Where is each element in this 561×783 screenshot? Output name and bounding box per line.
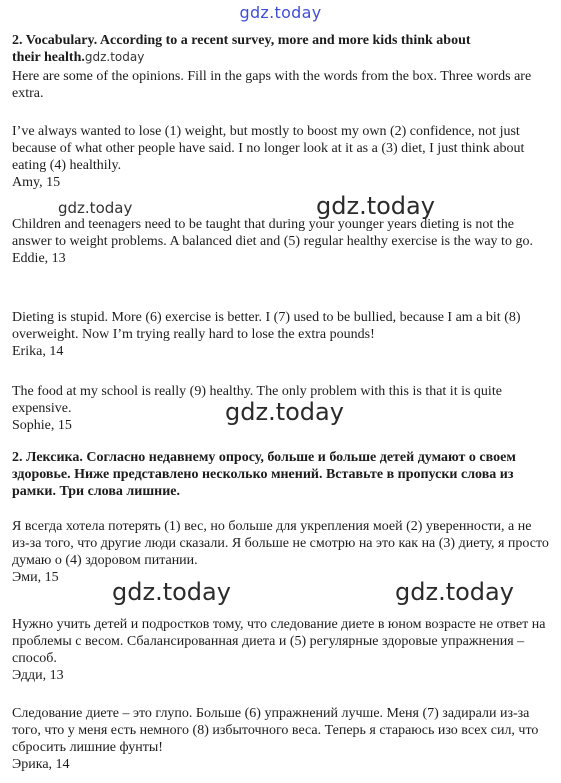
- en-opinion-3: [12, 309, 550, 360]
- en-opinion-1: [12, 123, 550, 191]
- ru-heading-text: 2. Лексика. Согласно недавнему опросу, больше и больше детей думают о своем здоровье. Ниже представлено несколько мнений. Вставьте в пропуски слова из рамки. Три слова лишние.: [12, 450, 516, 499]
- watermark-top: gdz.today: [239, 3, 322, 22]
- en-opinion-4-text: The food at my school is really (9) healthy. The only problem with this is that it is quite expensive.: [12, 384, 502, 416]
- watermark-5: gdz.today: [112, 578, 231, 606]
- en-opinion-3-text: Dieting is stupid. More (6) exercise is better. I (7) used to be bullied, because I am a bit (8) overweight. Now I’m trying really hard to lose the extra pounds!: [12, 310, 521, 342]
- en-opinion-2-author: Eddie, 13: [12, 251, 66, 266]
- ru-opinion-3: [12, 705, 550, 773]
- ru-opinion-2-text: Нужно учить детей и подростков тому, что следование диете в юном возрасте не ответ на проблемы с весом. Сбалансированная диета и (5) регулярные здоровые упражнения – способ.: [12, 617, 546, 666]
- ru-opinion-3-text: Следование диете – это глупо. Больше (6) упражнений лучше. Меня (7) задирали из-за того, что у меня есть немного (8) избыточного веса. Теперь я стараюсь изо всех сил, что сбросить лишние фунты!: [12, 706, 539, 755]
- en-opinion-4-author: Sophie, 15: [12, 418, 72, 433]
- en-heading: [12, 32, 550, 66]
- en-opinion-1-text: I’ve always wanted to lose (1) weight, but mostly to boost my own (2) confidence, not just because of what other people have said. I no longer look at it as a (3) diet, I just think about eating (4) healthily.: [12, 124, 525, 173]
- en-heading-line1: 2. Vocabulary. According to a recent survey, more and more kids think about: [12, 33, 471, 48]
- en-instruction: [12, 68, 550, 102]
- watermark-2: gdz.today: [58, 199, 133, 217]
- en-heading-line2: their health.: [12, 50, 85, 65]
- ru-opinion-2: [12, 616, 550, 684]
- ru-opinion-1: [12, 518, 550, 586]
- en-opinion-2-text: Children and teenagers need to be taught that during your younger years dieting is not the answer to weight problems. A balanced diet and (5) regular healthy exercise is the way to go.: [12, 217, 533, 249]
- watermark-inline: gdz.today: [84, 50, 145, 64]
- en-opinion-1-author: Amy, 15: [12, 175, 61, 190]
- watermark-4: gdz.today: [225, 398, 344, 426]
- ru-opinion-1-text: Я всегда хотела потерять (1) вес, но больше для укрепления моей (2) уверенности, а не из-за того, что другие люди сказали. Я больше не смотрю на это как на (3) диету, я просто думаю о (4) здоровом питании.: [12, 519, 549, 568]
- en-opinion-2: [12, 216, 550, 267]
- en-instruction-text: Here are some of the opinions. Fill in the gaps with the words from the box. Three words are extra.: [12, 69, 532, 101]
- watermark-6: gdz.today: [395, 578, 514, 606]
- watermark-3: gdz.today: [316, 192, 435, 220]
- en-opinion-3-author: Erika, 14: [12, 344, 64, 359]
- ru-opinion-1-author: Эми, 15: [12, 570, 59, 585]
- ru-opinion-2-author: Эдди, 13: [12, 668, 64, 683]
- en-heading-line2-row: [12, 49, 550, 66]
- ru-heading: [12, 449, 550, 500]
- ru-opinion-3-author: Эрика, 14: [12, 757, 70, 772]
